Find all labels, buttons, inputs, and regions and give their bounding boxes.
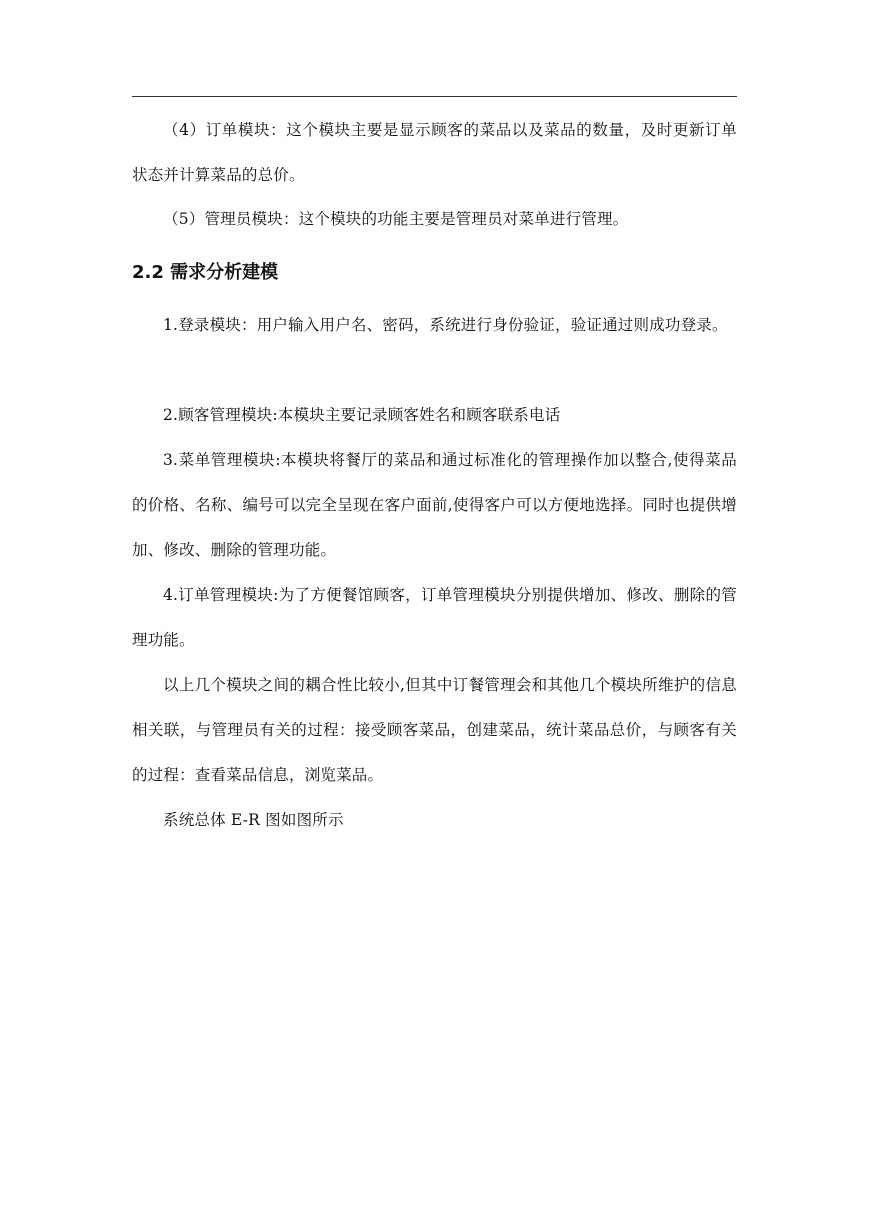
paragraph-customer-module: 2.顾客管理模块:本模块主要记录顾客姓名和顾客联系电话 [163, 406, 561, 424]
paragraph-er-diagram-caption: 系统总体 E-R 图如图所示 [163, 811, 344, 829]
paragraph-login-module: 1.登录模块：用户输入用户名、密码，系统进行身份验证，验证通过则成功登录。 [163, 316, 728, 334]
paragraph-menu-module: 3.菜单管理模块:本模块将餐厅的菜品和通过标准化的管理操作加以整合,使得菜品的价格、名称、编号可以完全呈现在客户面前,使得客户可以方便地选择。同时也提供增加、修改、删除的管理功能。 [132, 451, 737, 559]
paragraph-coupling-summary: 以上几个模块之间的耦合性比较小,但其中订餐管理会和其他几个模块所维护的信息相关联，与管理员有关的过程：接受顾客菜品，创建菜品，统计菜品总价，与顾客有关的过程：查看菜品信息，浏览菜品。 [132, 676, 737, 784]
paragraph-admin-module: （5）管理员模块：这个模块的功能主要是管理员对菜单进行管理。 [163, 210, 629, 228]
section-heading: 2.2 需求分析建模 [132, 262, 279, 283]
document-page [132, 0, 737, 1228]
paragraph-order-management-module: 4.订单管理模块:为了方便餐馆顾客，订单管理模块分别提供增加、修改、删除的管理功能。 [132, 586, 737, 649]
header-rule [132, 96, 737, 97]
paragraph-order-module: （4）订单模块：这个模块主要是显示顾客的菜品以及菜品的数量，及时更新订单状态并计算菜品的总价。 [132, 121, 737, 184]
